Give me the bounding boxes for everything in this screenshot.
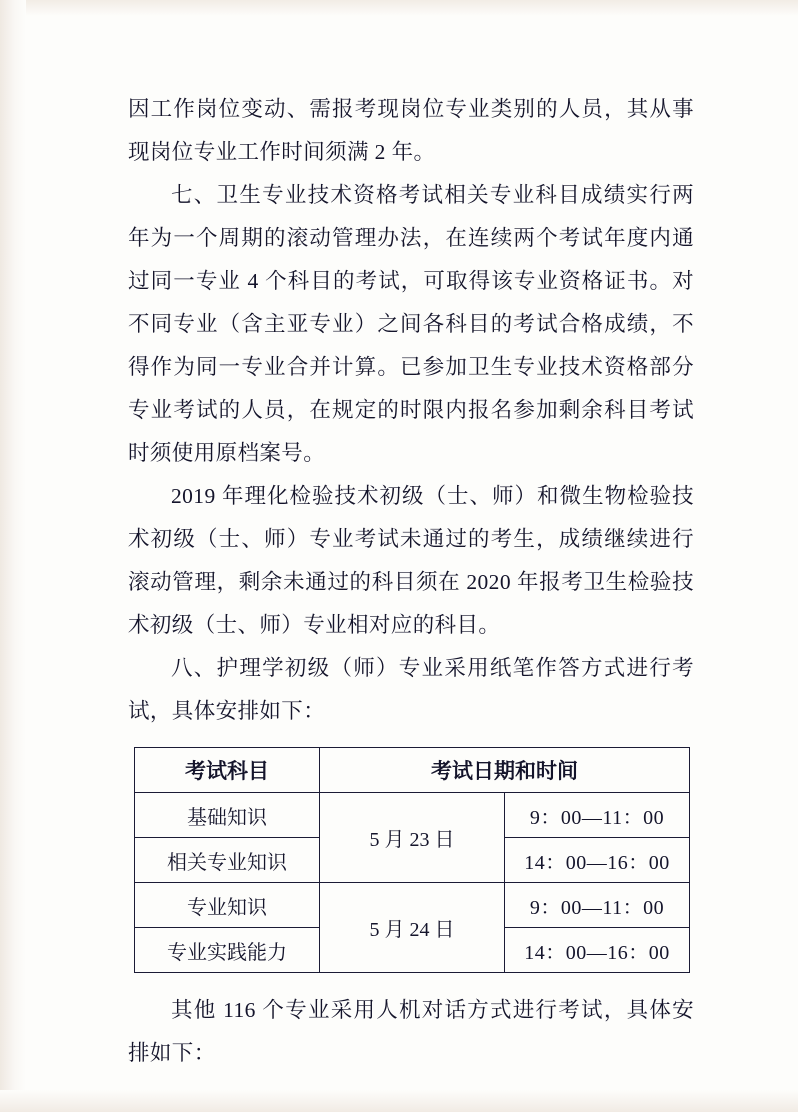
table-cell-subject: 相关专业知识 (135, 838, 320, 883)
table-cell-time: 14：00—16：00 (505, 838, 690, 883)
table-row (135, 883, 690, 928)
exam-schedule-table (134, 747, 690, 973)
table-row (135, 793, 690, 838)
document-content (128, 88, 694, 1075)
paragraph-item-eight: 八、护理学初级（师）专业采用纸笔作答方式进行考试，具体安排如下： (128, 656, 694, 723)
table-header-row (135, 748, 690, 793)
page-edge-shadow-top (0, 0, 798, 16)
exam-schedule-table-wrapper (134, 747, 690, 973)
table-cell-subject: 专业实践能力 (135, 928, 320, 973)
page-edge-shadow-left (0, 0, 26, 1112)
table-cell-subject: 专业知识 (135, 883, 320, 928)
table-cell-time: 14：00—16：00 (505, 928, 690, 973)
paragraph-work-position-change: 因工作岗位变动、需报考现岗位专业类别的人员，其从事现岗位专业工作时间须满 2 年。 (128, 97, 694, 164)
table-cell-date: 5 月 23 日 (320, 793, 505, 883)
table-cell-time: 9：00—11：00 (505, 793, 690, 838)
table-cell-time: 9：00—11：00 (505, 883, 690, 928)
paragraph-other-majors: 其他 116 个专业采用人机对话方式进行考试，具体安排如下： (128, 998, 694, 1065)
table-cell-subject: 基础知识 (135, 793, 320, 838)
table-header-subject: 考试科目 (135, 748, 320, 793)
paragraph-item-seven: 七、卫生专业技术资格考试相关专业科目成绩实行两年为一个周期的滚动管理办法，在连续两个考试年度内通过同一专业 4 个科目的考试，可取得该专业资格证书。对不同专业（含主亚专业）之间各科目的考试合格成绩，不得作为同一专业合并计算。已参加卫生专业技术资格部分专业考试的人员，在规定的时限内报名参加剩余科目考试时须使用原档案号。 (128, 183, 694, 465)
paragraph-2019-rollover: 2019 年理化检验技术初级（士、师）和微生物检验技术初级（士、师）专业考试未通过的考生，成绩继续进行滚动管理，剩余未通过的科目须在 2020 年报考卫生检验技术初级（士、师）专业相对应的科目。 (128, 484, 694, 637)
page-edge-shadow-bottom (0, 1090, 798, 1112)
table-header-datetime: 考试日期和时间 (320, 748, 690, 793)
table-cell-date: 5 月 24 日 (320, 883, 505, 973)
